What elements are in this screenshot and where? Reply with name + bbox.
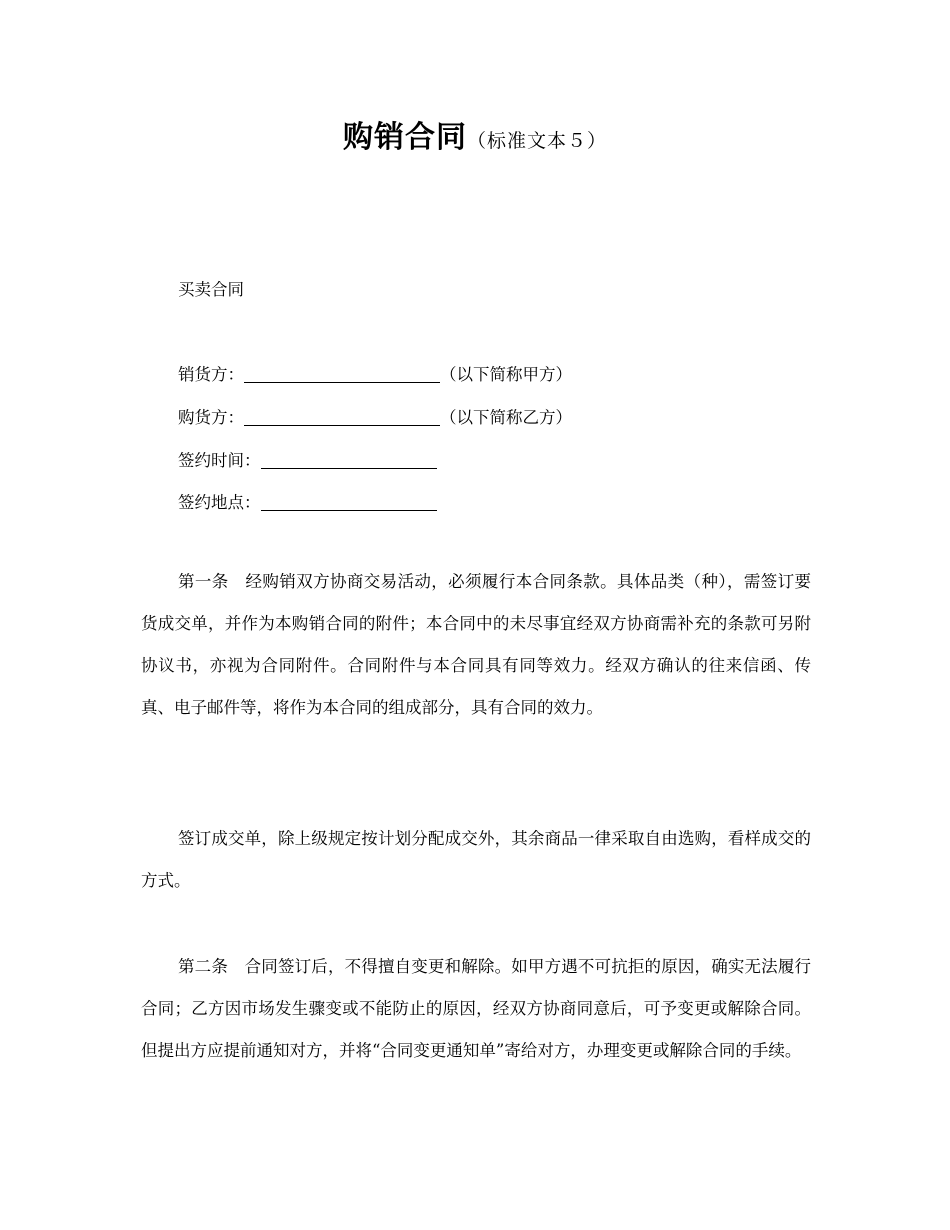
document-title xyxy=(0,112,950,156)
title-main: 购销合同 xyxy=(342,120,467,155)
article-1-paragraph: 第一条 经购销双方协商交易活动，必须履行本合同条款。具体品类（种），需签订要货成交单，并作为本购销合同的附件；本合同中的未尽事宜经双方协商需补充的条款可另附协议书，亦视为合同附件。合同附件与本合同具有同等效力。经双方确认的往来信函、传真、电子邮件等，将作为本合同的组成部分，具有合同的效力。 xyxy=(141,572,811,717)
buyer-label: 购货方： xyxy=(178,408,244,427)
signing-place-label: 签约地点： xyxy=(178,493,261,512)
signing-time-blank-line xyxy=(261,452,437,469)
signing-time-label: 签约时间： xyxy=(178,451,261,470)
document-type-label: 买卖合同 xyxy=(178,280,244,299)
seller-blank-line xyxy=(244,366,440,383)
buyer-note: （以下简称乙方） xyxy=(440,408,572,427)
selection-method-paragraph: 签订成交单，除上级规定按计划分配成交外，其余商品一律采取自由选购，看样成交的方式。 xyxy=(141,829,811,890)
signing-place-blank-line xyxy=(261,494,437,511)
title-sub: （标准文本５） xyxy=(466,130,607,152)
buyer-row xyxy=(178,404,572,428)
article-2-paragraph: 第二条 合同签订后，不得擅自变更和解除。如甲方遇不可抗拒的原因，确实无法履行合同；乙方因市场发生骤变或不能防止的原因，经双方协商同意后，可予变更或解除合同。但提出方应提前通知对方，并将“合同变更通知单”寄给对方，办理变更或解除合同的手续。 xyxy=(141,957,811,1060)
seller-note: （以下简称甲方） xyxy=(440,365,572,384)
seller-label: 销货方： xyxy=(178,365,244,384)
buyer-blank-line xyxy=(244,409,440,426)
seller-row xyxy=(178,361,572,385)
signing-time-row xyxy=(178,447,437,471)
signing-place-row xyxy=(178,489,437,513)
